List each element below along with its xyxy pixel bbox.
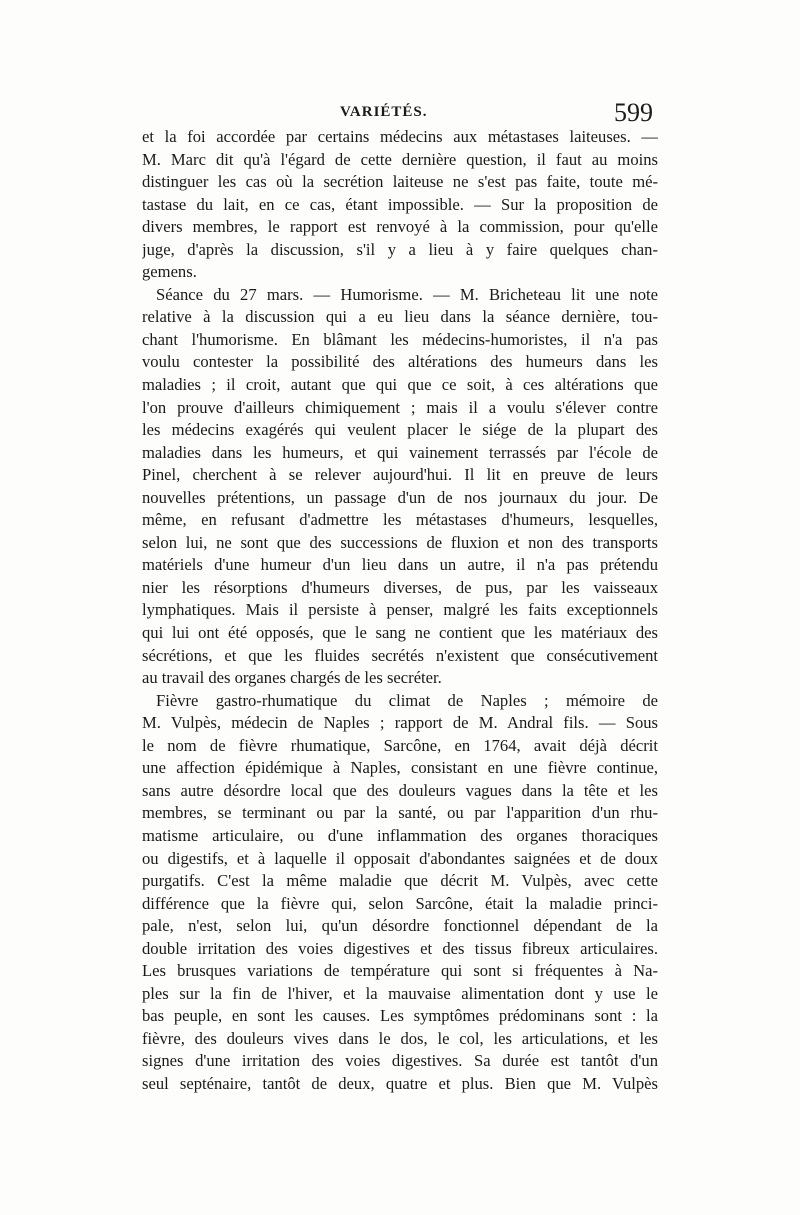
text-line: les médecins exagérés qui veulent placer le siége de la plupart des [142, 420, 658, 440]
text-line: Pinel, cherchent à se relever aujourd'hui. Il lit en preuve de leurs [142, 465, 658, 485]
text-line: gemens. [142, 262, 197, 282]
text-line: nouvelles prétentions, un passage d'un de nos journaux du jour. De [142, 487, 658, 507]
text-line: juge, d'après la discussion, s'il y a lieu à y faire quelques chan- [142, 239, 658, 259]
text-line: et la foi accordée par certains médecins aux métastases laiteuses. — [142, 127, 658, 146]
text-line: le nom de fièvre rhumatique, Sarcône, en 1764, avait déjà décrit [142, 735, 658, 755]
text-line: même, en refusant d'admettre les métastases d'humeurs, lesquelles, [142, 510, 658, 530]
section-heading-line: Séance du 27 mars. — Humorisme. — M. Bricheteau lit une note [156, 284, 658, 304]
text-line: chant l'humorisme. En blâmant les médecins-humoristes, il n'a pas [142, 329, 658, 349]
text-line: sans autre désordre local que des douleurs vagues dans la tête et les [142, 780, 658, 800]
text-line: lymphatiques. Mais il persiste à penser, malgré les faits exceptionnels [142, 600, 658, 620]
text-line: nier les résorptions d'humeurs diverses, de pus, par les vaisseaux [142, 577, 658, 597]
text-line: M. Vulpès, médecin de Naples ; rapport de M. Andral fils. — Sous [142, 713, 658, 733]
body-text [142, 126, 658, 1096]
text-line: membres, se terminant ou par la santé, ou par l'apparition d'un rhu- [142, 803, 658, 823]
text-line: qui lui ont été opposés, que le sang ne contient que les matériaux des [142, 623, 658, 643]
text-line: différence que la fièvre qui, selon Sarcône, était la maladie princi- [142, 893, 658, 913]
text-line: matériels d'une humeur d'un lieu dans un autre, il n'a pas prétendu [142, 555, 658, 575]
text-line: maladies dans les humeurs, et qui vainement terrassés par l'école de [142, 442, 658, 462]
text-line: l'on prouve d'ailleurs chimiquement ; mais il a voulu s'élever contre [142, 397, 658, 417]
text-line: ples sur la fin de l'hiver, et la mauvaise alimentation dont y use le [142, 983, 658, 1003]
text-line: relative à la discussion qui a eu lieu dans la séance dernière, tou- [142, 307, 658, 327]
text-line: seul septénaire, tantôt de deux, quatre et plus. Bien que M. Vulpès [142, 1073, 658, 1093]
text-line: voulu contester la possibilité des altérations des humeurs dans les [142, 352, 658, 372]
text-line: signes d'une irritation des voies digestives. Sa durée est tantôt d'un [142, 1051, 658, 1071]
text-line: tastase du lait, en ce cas, étant impossible. — Sur la proposition de [142, 194, 658, 214]
text-line: sécrétions, et que les fluides secrétés n'existent que consécutivement [142, 645, 658, 665]
section-heading-line: Fièvre gastro-rhumatique du climat de Naples ; mémoire de [156, 690, 658, 710]
page-number: 599 [614, 98, 653, 127]
running-head: VARIÉTÉS. [340, 104, 428, 120]
text-line: distinguer les cas où la secrétion laiteuse ne s'est pas faite, toute mé- [142, 172, 658, 192]
text-line: au travail des organes chargés de les secréter. [142, 668, 442, 688]
text-line: pale, n'est, selon lui, qu'un désordre fonctionnel dépendant de la [142, 916, 658, 936]
text-line: fièvre, des douleurs vives dans le dos, le col, les articulations, et les [142, 1028, 658, 1048]
text-line: M. Marc dit qu'à l'égard de cette dernière question, il faut au moins [142, 149, 658, 169]
text-line: selon lui, ne sont que des successions de fluxion et non des transports [142, 532, 658, 552]
text-line: bas peuple, en sont les causes. Les symptômes prédominans sont : la [142, 1006, 658, 1026]
text-line: Les brusques variations de température qui sont si fréquentes à Na- [142, 961, 658, 981]
text-line: double irritation des voies digestives et des tissus fibreux articulaires. [142, 938, 658, 958]
text-line: matisme articulaire, ou d'une inflammation des organes thoraciques [142, 825, 658, 845]
text-line: ou digestifs, et à laquelle il opposait d'abondantes saignées et de doux [142, 848, 658, 868]
text-line: purgatifs. C'est la même maladie que décrit M. Vulpès, avec cette [142, 871, 658, 891]
text-line: divers membres, le rapport est renvoyé à la commission, pour qu'elle [142, 217, 658, 237]
text-line: une affection épidémique à Naples, consistant en une fièvre continue, [142, 758, 658, 778]
text-line: maladies ; il croit, autant que qui que ce soit, à ces altérations que [142, 375, 658, 395]
